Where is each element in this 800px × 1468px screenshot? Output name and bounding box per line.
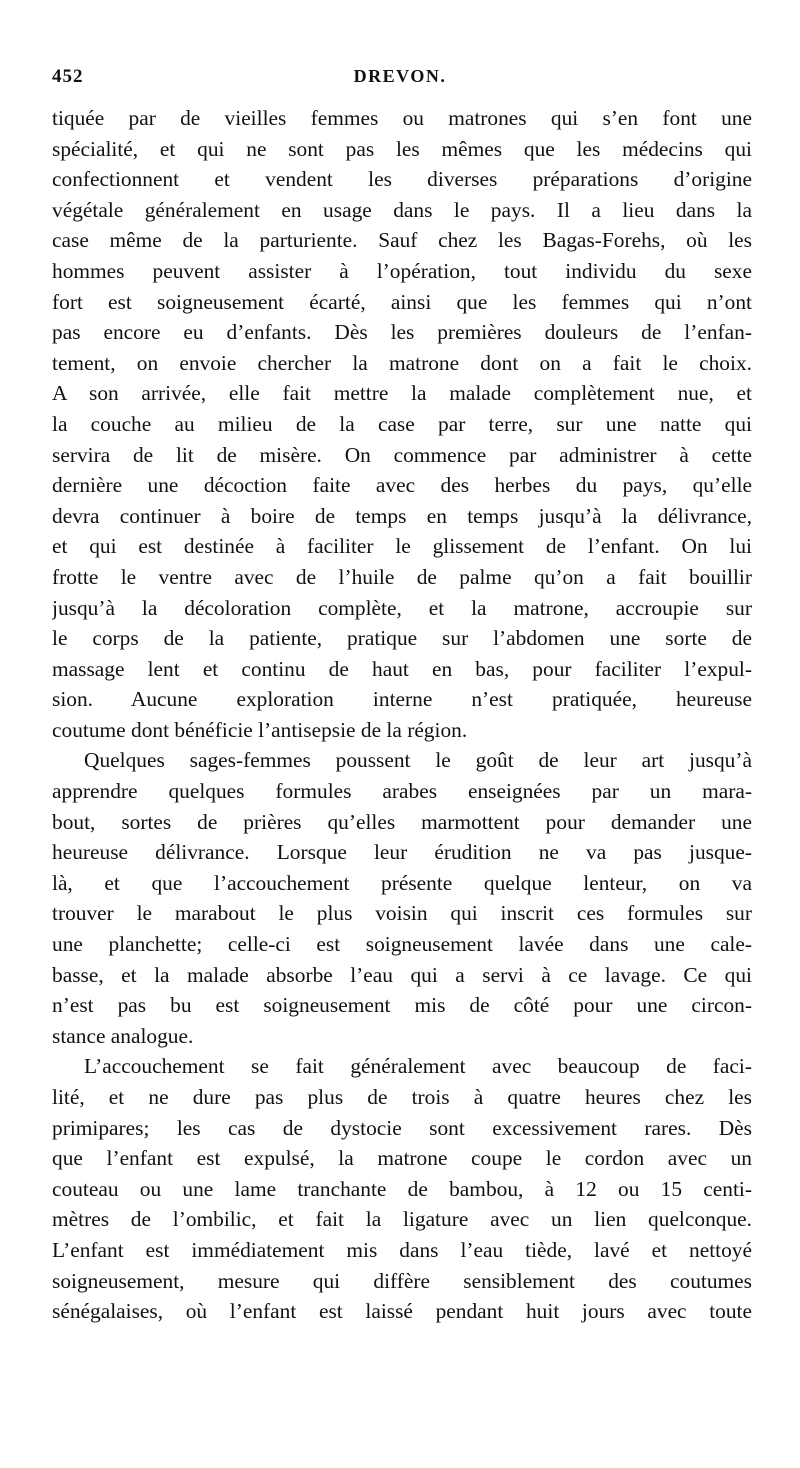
paragraph bbox=[52, 745, 752, 1051]
text-line: la couche au milieu de la case par terre, sur une natte qui bbox=[52, 411, 752, 436]
text-line: devra continuer à boire de temps en temps jusqu’à la délivrance, bbox=[52, 503, 752, 528]
text-line: tement, on envoie chercher la matrone dont on a fait le choix. bbox=[52, 350, 752, 375]
text-line: A son arrivée, elle fait mettre la malade complètement nue, et bbox=[52, 381, 752, 406]
text-line: tiquée par de vieilles femmes ou matrones qui s’en font une bbox=[52, 106, 752, 130]
text-line: là, et que l’accouchement présente quelque lenteur, on va bbox=[52, 870, 752, 895]
text-line: hommes peuvent assister à l’opération, tout individu du sexe bbox=[52, 258, 752, 283]
text-line: massage lent et continu de haut en bas, pour faciliter l’expul- bbox=[52, 656, 752, 681]
text-line: confectionnent et vendent les diverses préparations d’origine bbox=[52, 167, 752, 192]
text-line: L’accouchement se fait généralement avec beaucoup de faci- bbox=[84, 1054, 752, 1079]
page-number: 452 bbox=[52, 66, 84, 87]
text-line: dernière une décoction faite avec des herbes du pays, qu’elle bbox=[52, 473, 752, 498]
text-line: apprendre quelques formules arabes enseignées par un mara- bbox=[52, 779, 752, 804]
text-line: couteau ou une lame tranchante de bambou, à 12 ou 15 centi- bbox=[52, 1176, 752, 1201]
paragraph bbox=[52, 1051, 752, 1326]
text-line: et qui est destinée à faciliter le glissement de l’enfant. On lui bbox=[52, 534, 752, 559]
text-line: lité, et ne dure pas plus de trois à quatre heures chez les bbox=[52, 1085, 752, 1109]
text-line: pas encore eu d’enfants. Dès les premières douleurs de l’enfan- bbox=[52, 320, 752, 345]
text-line: case même de la parturiente. Sauf chez les Bagas-Forehs, où les bbox=[52, 228, 752, 253]
text-line: L’enfant est immédiatement mis dans l’eau tiède, lavé et nettoyé bbox=[52, 1237, 752, 1262]
text-line: Quelques sages-femmes poussent le goût de leur art jusqu’à bbox=[84, 748, 752, 773]
text-line: soigneusement, mesure qui diffère sensiblement des coutumes bbox=[52, 1268, 752, 1293]
text-line: fort est soigneusement écarté, ainsi que les femmes qui n’ont bbox=[52, 289, 752, 314]
text-line: spécialité, et qui ne sont pas les mêmes que les médecins qui bbox=[52, 136, 752, 161]
text-line: heureuse délivrance. Lorsque leur érudition ne va pas jusque- bbox=[52, 840, 752, 865]
text-line: coutume dont bénéficie l’antisepsie de la région. bbox=[52, 717, 468, 742]
paragraph bbox=[52, 103, 752, 745]
text-line: bout, sortes de prières qu’elles marmottent pour demander une bbox=[52, 809, 752, 834]
text-line: primipares; les cas de dystocie sont excessivement rares. Dès bbox=[52, 1115, 752, 1140]
body-text bbox=[52, 103, 752, 1327]
text-line: frotte le ventre avec de l’huile de palme qu’on a fait bouillir bbox=[52, 564, 752, 589]
text-line: que l’enfant est expulsé, la matrone coupe le cordon avec un bbox=[52, 1146, 752, 1171]
text-line: végétale généralement en usage dans le pays. Il a lieu dans la bbox=[52, 197, 752, 222]
text-line: basse, et la malade absorbe l’eau qui a servi à ce lavage. Ce qui bbox=[52, 962, 752, 987]
text-line: n’est pas bu est soigneusement mis de côté pour une circon- bbox=[52, 993, 752, 1018]
text-line: sion. Aucune exploration interne n’est pratiquée, heureuse bbox=[52, 687, 752, 712]
text-line: trouver le marabout le plus voisin qui inscrit ces formules sur bbox=[52, 901, 752, 926]
text-line: stance analogue. bbox=[52, 1023, 194, 1048]
text-line: une planchette; celle-ci est soigneusement lavée dans une cale- bbox=[52, 932, 752, 957]
text-line: mètres de l’ombilic, et fait la ligature avec un lien quelconque. bbox=[52, 1207, 752, 1232]
running-title: DREVON. bbox=[353, 66, 447, 86]
text-line: jusqu’à la décoloration complète, et la matrone, accroupie sur bbox=[52, 595, 752, 620]
running-head bbox=[52, 66, 748, 96]
text-line: sénégalaises, où l’enfant est laissé pendant huit jours avec toute bbox=[52, 1299, 752, 1324]
text-line: servira de lit de misère. On commence par administrer à cette bbox=[52, 442, 752, 467]
text-line: le corps de la patiente, pratique sur l’abdomen une sorte de bbox=[52, 626, 752, 651]
